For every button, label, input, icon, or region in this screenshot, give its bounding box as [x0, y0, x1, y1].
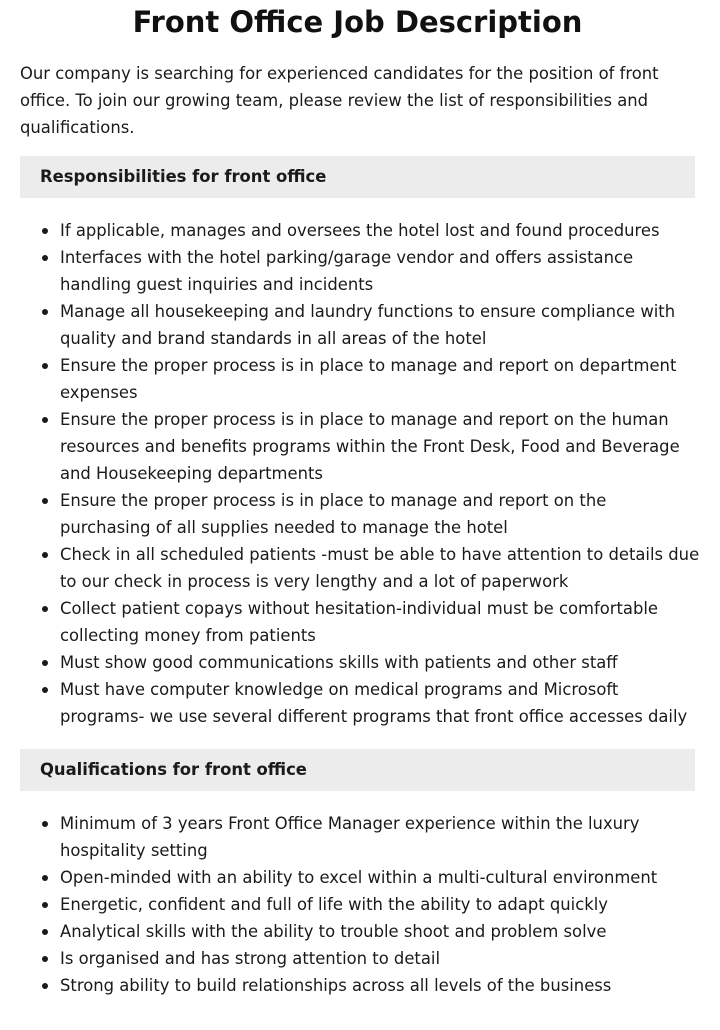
bullet-icon: [42, 417, 48, 423]
intro-paragraph: Our company is searching for experienced candidates for the position of front office. To join our growing team, please review the list of responsibilities and qualifications.: [20, 64, 659, 137]
list-item-text: Ensure the proper process is in place to manage and report on the purchasing of all supplies needed to manage the hotel: [60, 491, 607, 537]
list-item: [20, 972, 700, 999]
list-item-text: Check in all scheduled patients -must be able to have attention to details due to our check in process is very lengthy and a lot of paperwork: [60, 545, 700, 591]
bullet-icon: [42, 875, 48, 881]
list-item: [20, 891, 700, 918]
bullet-icon: [42, 498, 48, 504]
list-item: [20, 406, 700, 487]
list-item: [20, 352, 700, 406]
bullet-icon: [42, 228, 48, 234]
list-item: [20, 810, 700, 864]
responsibilities-heading: Responsibilities for front office: [20, 156, 695, 198]
list-item-text: Collect patient copays without hesitation-individual must be comfortable collecting money from patients: [60, 599, 659, 645]
bullet-icon: [42, 821, 48, 827]
list-item-text: Strong ability to build relationships across all levels of the business: [60, 976, 612, 995]
list-item: [20, 298, 700, 352]
list-item: [20, 945, 700, 972]
bullet-icon: [42, 552, 48, 558]
list-item-text: Is organised and has strong attention to detail: [60, 949, 441, 968]
bullet-icon: [42, 363, 48, 369]
bullet-icon: [42, 956, 48, 962]
bullet-icon: [42, 606, 48, 612]
qualifications-heading: Qualifications for front office: [20, 749, 695, 791]
bullet-icon: [42, 309, 48, 315]
list-item-text: Manage all housekeeping and laundry functions to ensure compliance with quality and brand standards in all areas of the hotel: [60, 302, 676, 348]
page-title: Front Office Job Description: [132, 5, 583, 39]
list-item-text: Must have computer knowledge on medical programs and Microsoft programs- we use several different programs that front office accesses daily: [60, 680, 688, 726]
list-item-text: Must show good communications skills with patients and other staff: [60, 653, 618, 672]
list-item: [20, 541, 700, 595]
list-item: [20, 864, 700, 891]
list-item: [20, 217, 700, 244]
qualifications-list: [20, 810, 700, 999]
list-item-text: Ensure the proper process is in place to manage and report on department expenses: [60, 356, 677, 402]
list-item-text: Energetic, confident and full of life with the ability to adapt quickly: [60, 895, 608, 914]
list-item-text: If applicable, manages and oversees the hotel lost and found procedures: [60, 221, 660, 240]
bullet-icon: [42, 902, 48, 908]
list-item: [20, 487, 700, 541]
list-item-text: Interfaces with the hotel parking/garage vendor and offers assistance handling guest inquiries and incidents: [60, 248, 634, 294]
bullet-icon: [42, 255, 48, 261]
bullet-icon: [42, 929, 48, 935]
list-item-text: Minimum of 3 years Front Office Manager experience within the luxury hospitality setting: [60, 814, 640, 860]
list-item: [20, 918, 700, 945]
list-item: [20, 676, 700, 730]
list-item: [20, 595, 700, 649]
list-item-text: Ensure the proper process is in place to manage and report on the human resources and benefits programs within the Front Desk, Food and Beverage and Housekeeping departments: [60, 410, 680, 483]
list-item-text: Analytical skills with the ability to trouble shoot and problem solve: [60, 922, 607, 941]
bullet-icon: [42, 687, 48, 693]
list-item: [20, 649, 700, 676]
responsibilities-list: [20, 217, 700, 730]
bullet-icon: [42, 983, 48, 989]
list-item: [20, 244, 700, 298]
bullet-icon: [42, 660, 48, 666]
list-item-text: Open-minded with an ability to excel within a multi-cultural environment: [60, 868, 658, 887]
